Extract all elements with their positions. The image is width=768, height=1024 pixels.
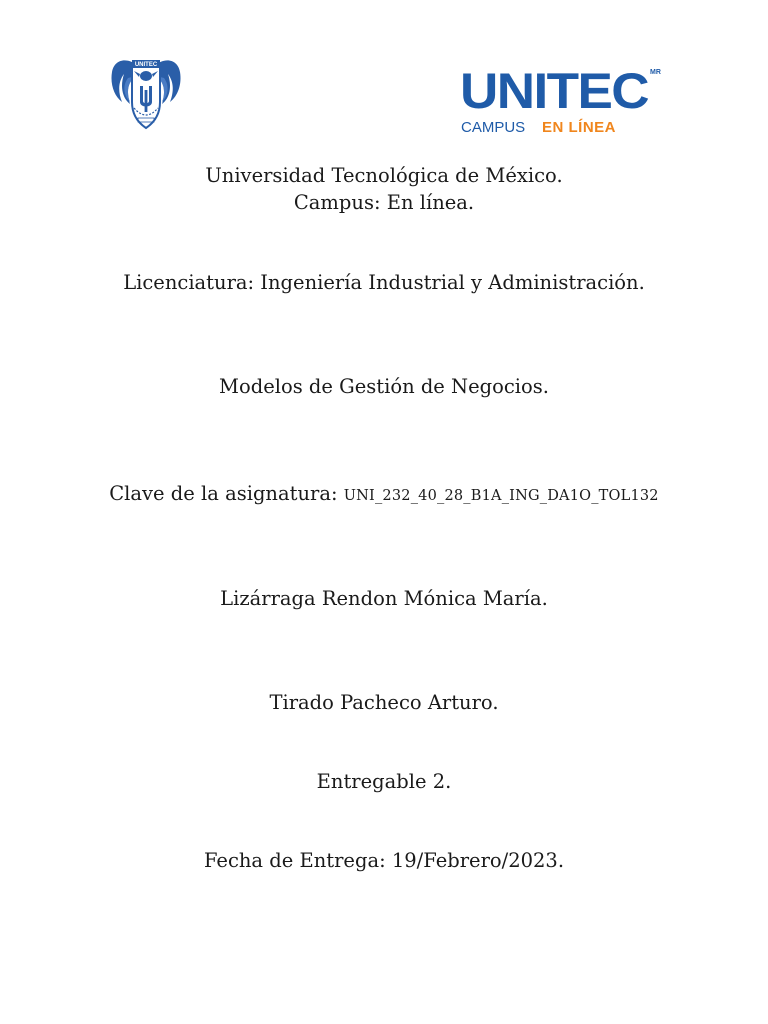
course-code-line <box>0 481 768 509</box>
course-name: Modelos de Gestión de Negocios. <box>219 375 549 398</box>
course-code-value: UNI_232_40_28_B1A_ING_DA1O_TOL132 <box>343 488 659 504</box>
brand-en-linea-label: EN LÍNEA <box>542 119 617 136</box>
due-date-line: Fecha de Entrega: 19/Febrero/2023. <box>203 849 565 872</box>
university-seal-logo <box>108 46 184 132</box>
brand-wordmark: UNITEC <box>460 63 649 119</box>
brand-registered-mark: MR <box>650 69 661 76</box>
university-name: Universidad Tecnológica de México. <box>205 164 563 187</box>
student-name: Lizárraga Rendon Mónica María. <box>220 587 548 610</box>
seal-label: UNITEC <box>134 61 158 68</box>
degree-line: Licenciatura: Ingeniería Industrial y Administración. <box>123 271 645 294</box>
deliverable-title: Entregable 2. <box>316 770 452 793</box>
campus-line: Campus: En línea. <box>293 191 475 214</box>
brand-campus-label: CAMPUS <box>461 119 526 136</box>
professor-name: Tirado Pacheco Arturo. <box>269 691 499 714</box>
unitec-campus-en-linea-logo <box>458 60 668 138</box>
course-code-label: Clave de la asignatura: <box>109 482 338 505</box>
